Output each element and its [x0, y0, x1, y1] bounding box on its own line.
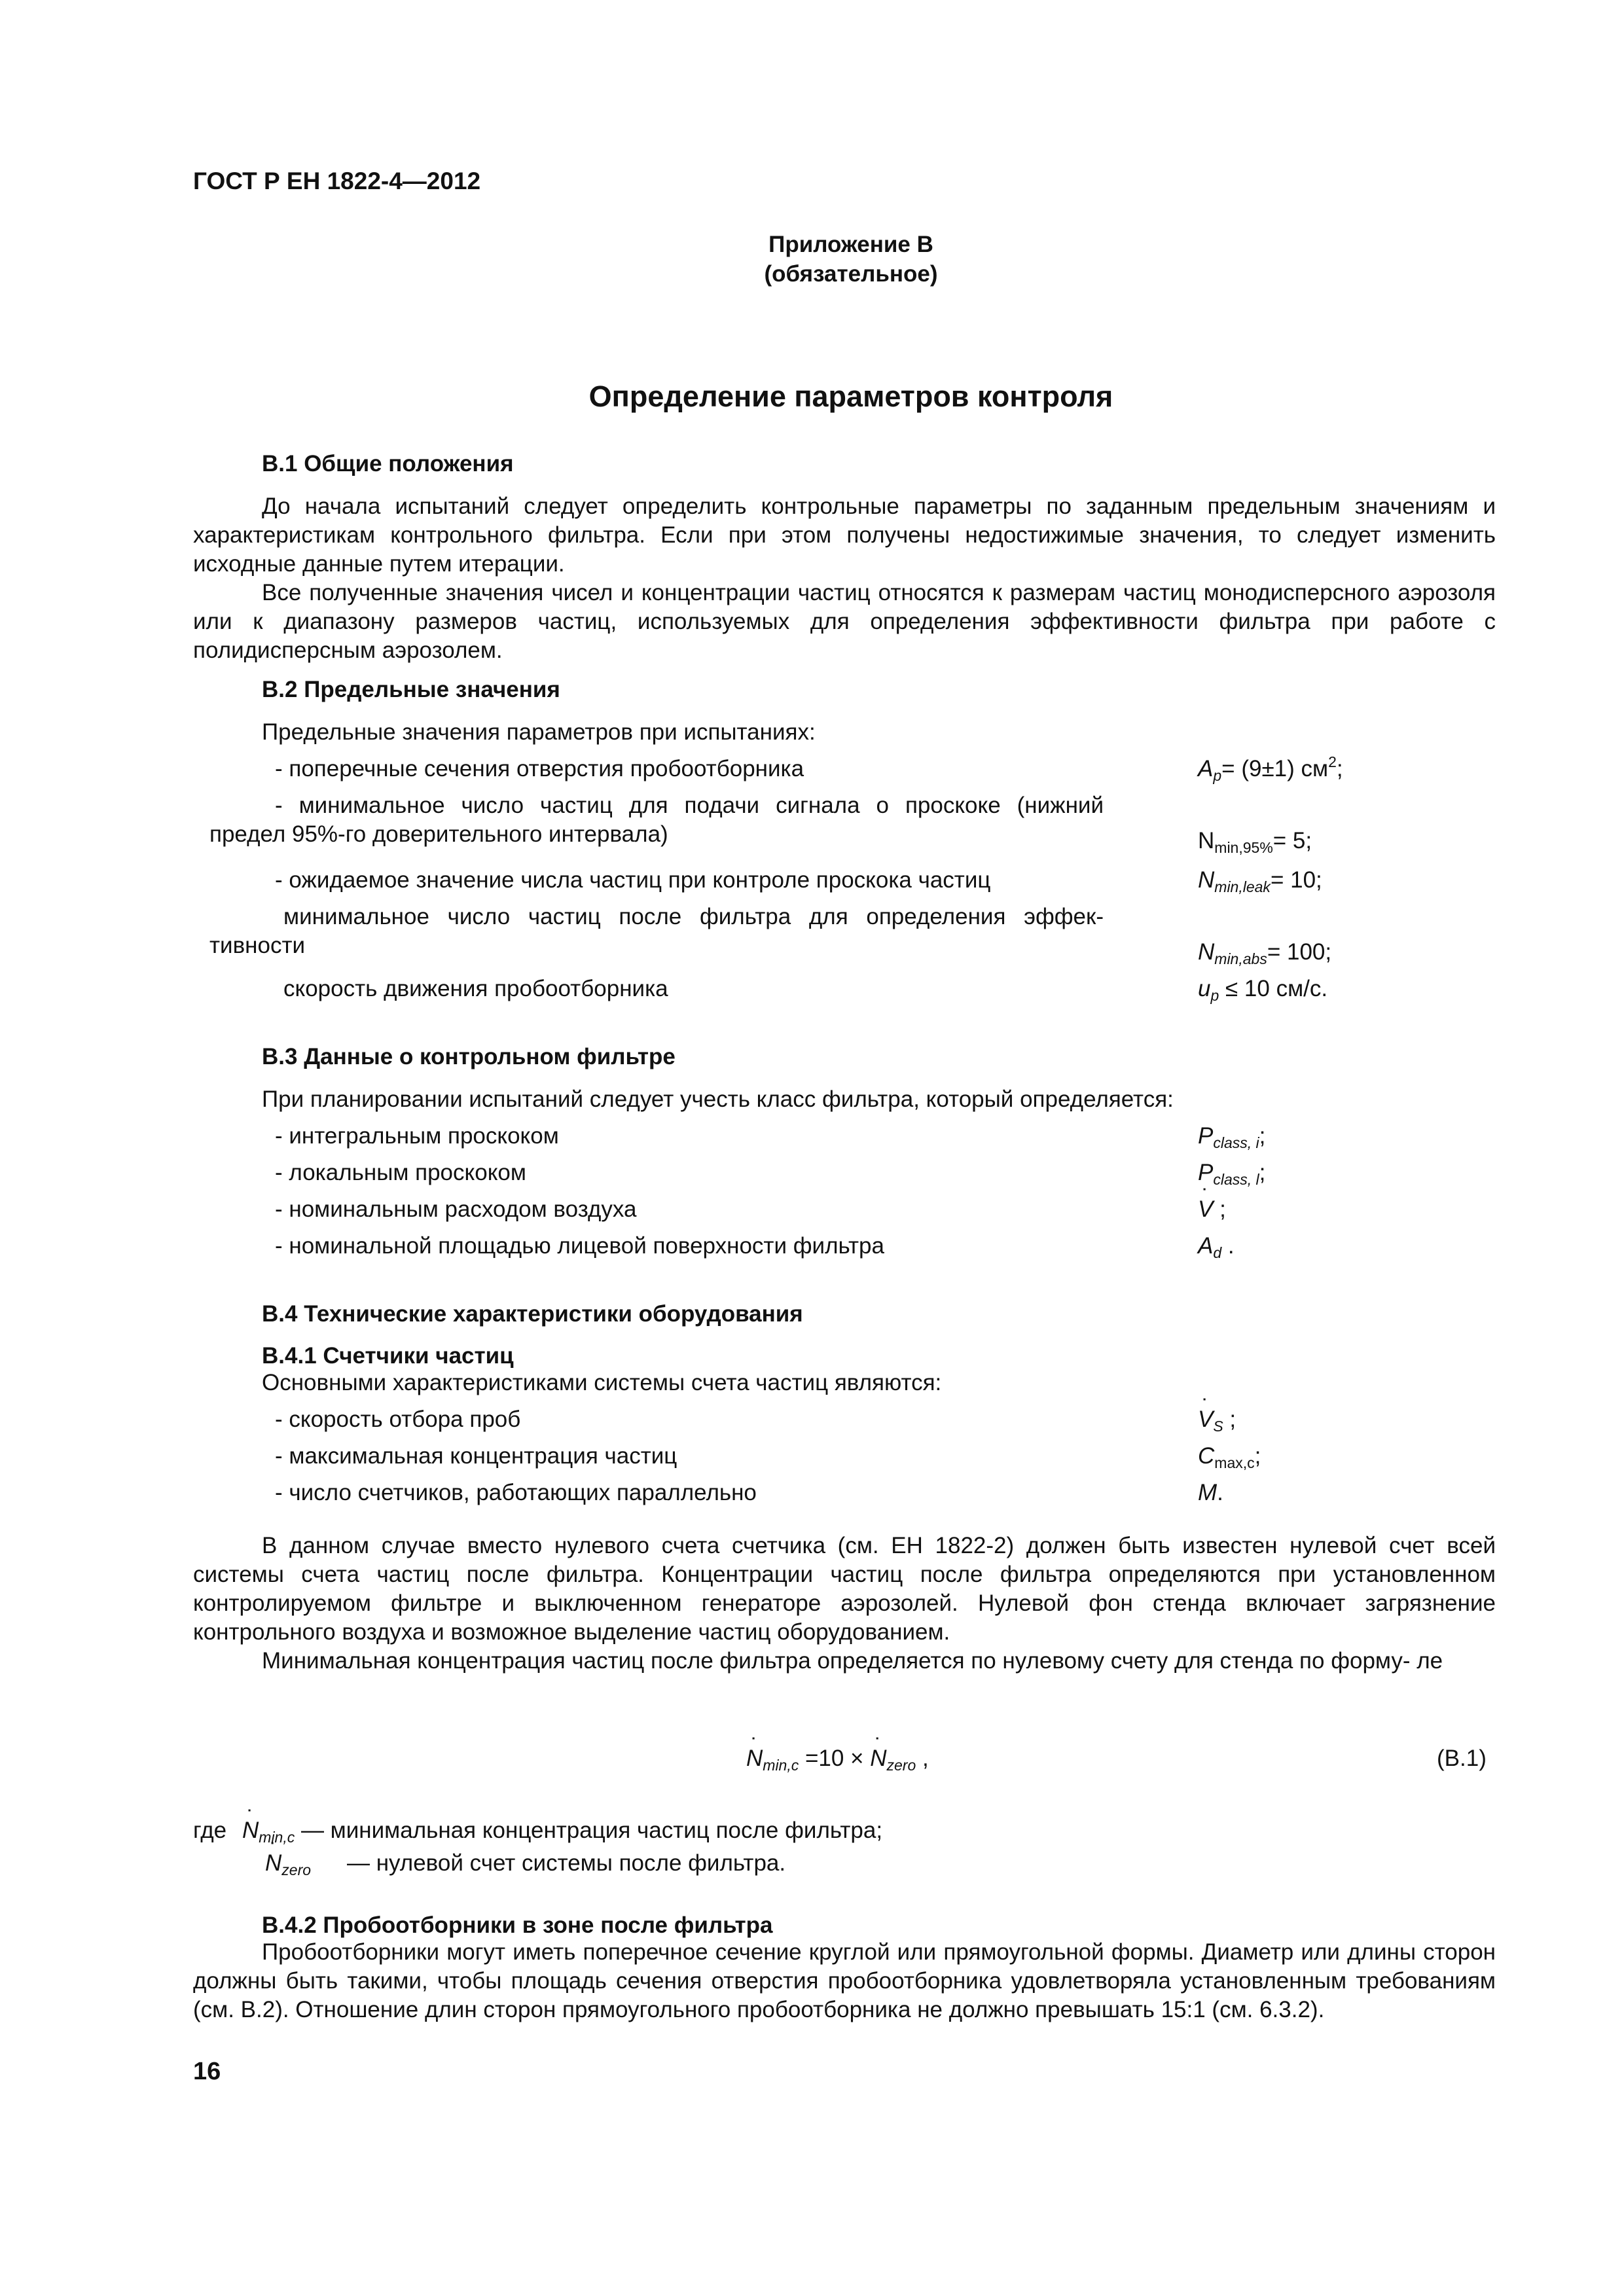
- formula-number: (В.1): [1437, 1746, 1487, 1771]
- limit-item-label: - минимальное число частиц для подачи сигнала о проскоке (нижний: [275, 793, 1104, 818]
- where-definition-1: ˙ $N_{min,c}$ — минимальная концентрация частиц после фильтра;: [242, 1816, 882, 1845]
- filter-class-item-label: - интегральным проскоком: [275, 1123, 559, 1149]
- limit-item-value: $N_{min,95\%}= 5$;: [1198, 828, 1312, 856]
- section-b41-paragraph-2: Минимальная концентрация частиц после фильтра определяется по нулевому счету для стенда по форму- ле: [262, 1648, 1443, 1674]
- counter-item-value: ˙ $V_S$ ;: [1198, 1405, 1236, 1434]
- section-b1-paragraph-1: До начала испытаний следует определить контрольные параметры по заданным предельным значениям и характеристикам контрольного фильтра. Если при этом получены недостижимые значения, то следует изменить исходные данные путем итерации.: [193, 493, 1496, 577]
- filter-class-item-value: $A_d$ .: [1198, 1233, 1235, 1261]
- counter-item-label: - максимальная концентрация частиц: [275, 1443, 677, 1469]
- section-b41-paragraph-1: В данном случае вместо нулевого счета счетчика (см. ЕН 1822-2) должен быть известен нулевой счет всей системы счета частиц после фильтра. Концентрации частиц после фильтра определяются при установленном контролируемом фильтре и выключенном генераторе аэрозолей. Нулевой фон стенда включает загрязнение контрольного воздуха и возможное выделение частиц оборудованием.: [193, 1533, 1496, 1645]
- appendix-status: (обязательное): [764, 261, 938, 287]
- appendix-label: Приложение В: [768, 232, 933, 257]
- section-b41-intro: Основными характеристиками системы счета частиц являются:: [262, 1370, 942, 1395]
- section-b41-heading: В.4.1 Счетчики частиц: [262, 1343, 514, 1369]
- filter-class-item-value: $P_{class, l}$;: [1198, 1160, 1266, 1188]
- where-lead: где: [193, 1818, 227, 1843]
- page-title: Определение параметров контроля: [588, 380, 1113, 413]
- where-definition-2-text: — нулевой счет системы после фильтра.: [347, 1850, 786, 1876]
- section-b1-heading: В.1 Общие положения: [262, 451, 514, 476]
- limit-item-label: скорость движения пробоотборника: [283, 976, 668, 1001]
- filter-class-item-value: $P_{class, i}$;: [1198, 1123, 1266, 1151]
- section-b1-paragraph-2: Все полученные значения чисел и концентрации частиц относятся к размерам частиц монодисперсного аэрозоля или к диапазону размеров частиц, используемых для определения эффективности фильтра при работе с полидисперсным аэрозолем.: [193, 580, 1496, 663]
- counter-item-value: M.: [1198, 1480, 1223, 1505]
- page-number: 16: [193, 2058, 221, 2085]
- section-b2-heading: В.2 Предельные значения: [262, 677, 560, 702]
- formula-b1: ˙ $N_{min,c} =10$ × ˙ $N_{zero}$ ,: [746, 1744, 929, 1773]
- limit-item-label: - поперечные сечения отверстия пробоотборника: [275, 756, 804, 781]
- limit-item-label: - ожидаемое значение числа частиц при контроле проскока частиц: [275, 867, 991, 893]
- limit-item-label: минимальное число частиц после фильтра для определения эффек-: [283, 904, 1104, 929]
- counter-item-label: - число счетчиков, работающих параллельно: [275, 1480, 757, 1505]
- filter-class-item-value: ˙ V ;: [1198, 1195, 1226, 1224]
- limit-item-value: $N_{min,leak}= 10$;: [1198, 867, 1322, 895]
- limit-item-label-continuation: предел 95%-го доверительного интервала): [209, 821, 668, 847]
- filter-class-item-label: - локальным проскоком: [275, 1160, 526, 1185]
- limit-item-label-continuation: тивности: [209, 933, 306, 958]
- section-b3-intro: При планировании испытаний следует учесть класс фильтра, который определяется:: [262, 1086, 1174, 1112]
- where-definition-2-symbol: ˙ $N_{zero}$: [265, 1849, 311, 1878]
- section-b42-paragraph-1: Пробоотборники могут иметь поперечное сечение круглой или прямоугольной формы. Диаметр или длины сторон должны быть такими, чтобы площадь сечения отверстия пробоотборника удовлетворяла установленным требованиям (см. В.2). Отношение длин сторон прямоугольного пробоотборника не должно превышать 15:1 (см. 6.3.2).: [193, 1939, 1496, 2022]
- section-b3-heading: В.3 Данные о контрольном фильтре: [262, 1044, 676, 1069]
- section-b4-heading: В.4 Технические характеристики оборудования: [262, 1301, 803, 1327]
- section-b2-intro: Предельные значения параметров при испытаниях:: [262, 719, 816, 745]
- counter-item-value: $C_{max,c}$;: [1198, 1443, 1261, 1471]
- limit-item-value: $A_p= (9\pm 1)$ $см^2$;: [1198, 753, 1343, 784]
- filter-class-item-label: - номинальной площадью лицевой поверхности фильтра: [275, 1233, 884, 1259]
- section-b42-heading: В.4.2 Пробоотборники в зоне после фильтра: [262, 1912, 773, 1938]
- counter-item-label: - скорость отбора проб: [275, 1407, 521, 1432]
- limit-item-value: $N_{min,abs}= 100$;: [1198, 939, 1332, 967]
- filter-class-item-label: - номинальным расходом воздуха: [275, 1196, 637, 1222]
- limit-item-value: $u_p \le 10$ см/с.: [1198, 976, 1328, 1004]
- document-id: ГОСТ Р ЕН 1822-4—2012: [193, 168, 481, 194]
